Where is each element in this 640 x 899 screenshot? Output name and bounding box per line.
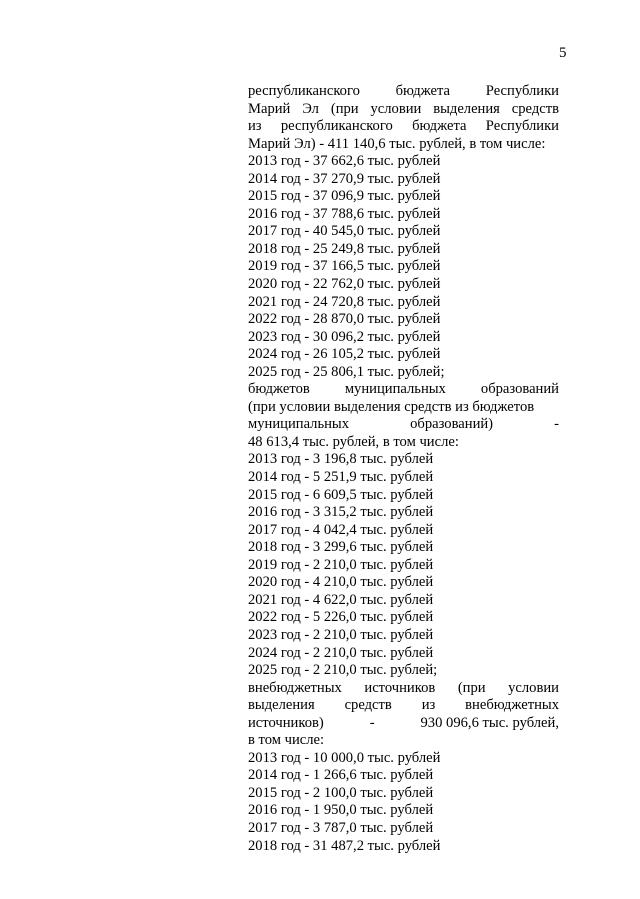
text-line [248, 680, 559, 698]
text-segment: 2018 год - 25 249,8 тыс. рублей [248, 240, 441, 257]
text-line [248, 504, 559, 522]
text-segment: республиканского [280, 118, 393, 135]
text-segment: средств [344, 697, 392, 714]
text-line [248, 592, 559, 610]
text-segment: 2022 год - 5 226,0 тыс. рублей [248, 609, 434, 626]
text-segment: Марий Эл) - 411 140,6 тыс. рублей, в том числе: [248, 135, 546, 152]
text-line [248, 136, 559, 154]
text-segment: 2018 год - 31 487,2 тыс. рублей [248, 837, 441, 854]
text-segment: из [421, 697, 436, 714]
text-line [248, 732, 559, 750]
text-segment: 2024 год - 26 105,2 тыс. рублей [248, 346, 441, 363]
text-segment: 2015 год - 6 609,5 тыс. рублей [248, 486, 434, 503]
text-line [248, 487, 559, 505]
text-segment: выделения [248, 697, 315, 714]
text-line [248, 574, 559, 592]
text-segment: 2016 год - 3 315,2 тыс. рублей [248, 504, 434, 521]
text-segment: 2021 год - 4 622,0 тыс. рублей [248, 591, 434, 608]
text-line [248, 118, 559, 136]
text-line [248, 399, 559, 417]
text-segment: 2019 год - 2 210,0 тыс. рублей [248, 556, 434, 573]
text-segment: внебюджетных [465, 697, 559, 714]
text-segment: источников) [248, 714, 324, 731]
text-segment: 2023 год - 30 096,2 тыс. рублей [248, 328, 441, 345]
text-line [248, 451, 559, 469]
text-line [248, 715, 559, 733]
text-line [248, 83, 559, 101]
text-line [248, 469, 559, 487]
text-segment: 2019 год - 37 166,5 тыс. рублей [248, 258, 441, 275]
text-line [248, 627, 559, 645]
text-line [248, 206, 559, 224]
text-segment: бюджета [412, 118, 467, 135]
text-segment: 2015 год - 2 100,0 тыс. рублей [248, 784, 434, 801]
text-segment: 2021 год - 24 720,8 тыс. рублей [248, 293, 441, 310]
text-segment: Эл [302, 100, 319, 117]
text-segment: средств [511, 100, 559, 117]
text-line [248, 101, 559, 119]
text-segment: 2022 год - 28 870,0 тыс. рублей [248, 311, 441, 328]
text-line [248, 750, 559, 768]
text-segment: 2017 год - 4 042,4 тыс. рублей [248, 521, 434, 538]
text-segment: муниципальных [344, 381, 446, 398]
text-line [248, 522, 559, 540]
text-segment: 2016 год - 1 950,0 тыс. рублей [248, 802, 434, 819]
text-line [248, 416, 559, 434]
text-line [248, 697, 559, 715]
text-segment: 930 096,6 тыс. рублей, [420, 714, 559, 731]
text-segment: - [369, 714, 375, 731]
text-segment: 2020 год - 4 210,0 тыс. рублей [248, 574, 434, 591]
text-line [248, 838, 559, 856]
text-line [248, 785, 559, 803]
text-line [248, 381, 559, 399]
text-segment: 2013 год - 37 662,6 тыс. рублей [248, 153, 441, 170]
text-segment: выделения [433, 100, 500, 117]
text-line [248, 662, 559, 680]
text-line [248, 188, 559, 206]
text-segment: республиканского [248, 83, 360, 99]
text-segment: 2013 год - 3 196,8 тыс. рублей [248, 451, 434, 468]
text-segment: 2014 год - 5 251,9 тыс. рублей [248, 469, 434, 486]
text-line [248, 258, 559, 276]
text-segment: 48 613,4 тыс. рублей, в том числе: [248, 433, 459, 450]
text-segment: 2025 год - 25 806,1 тыс. рублей; [248, 363, 445, 380]
text-segment: источников [364, 679, 436, 696]
text-segment: условии [508, 679, 559, 696]
text-segment: образований [480, 381, 559, 398]
text-line [248, 557, 559, 575]
text-segment: условии [370, 100, 422, 117]
text-line [248, 434, 559, 452]
text-line [248, 346, 559, 364]
text-line [248, 767, 559, 785]
text-line [248, 311, 559, 329]
text-segment: Республики [485, 83, 559, 99]
text-segment: Марий [248, 100, 291, 117]
text-segment: 2014 год - 37 270,9 тыс. рублей [248, 170, 441, 187]
text-segment: (при [457, 679, 486, 696]
text-segment: 2025 год - 2 210,0 тыс. рублей; [248, 662, 438, 679]
text-line [248, 820, 559, 838]
text-segment: бюджетов [248, 381, 310, 398]
text-segment: 2017 год - 3 787,0 тыс. рублей [248, 819, 434, 836]
text-segment: из [248, 118, 262, 135]
text-segment: 2013 год - 10 000,0 тыс. рублей [248, 749, 441, 766]
text-segment: (при [330, 100, 359, 117]
text-segment: 2015 год - 37 096,9 тыс. рублей [248, 188, 441, 205]
text-segment: 2023 год - 2 210,0 тыс. рублей [248, 626, 434, 643]
text-segment: 2018 год - 3 299,6 тыс. рублей [248, 539, 434, 556]
text-segment: - [554, 416, 559, 433]
text-line [248, 539, 559, 557]
text-segment: Республики [485, 118, 559, 135]
text-segment: бюджета [395, 83, 451, 99]
text-line [248, 645, 559, 663]
text-segment: внебюджетных [248, 679, 342, 696]
text-segment: 2017 год - 40 545,0 тыс. рублей [248, 223, 441, 240]
text-line [248, 241, 559, 259]
text-line [248, 171, 559, 189]
text-line [248, 153, 559, 171]
text-segment: 2024 год - 2 210,0 тыс. рублей [248, 644, 434, 661]
text-line [248, 276, 559, 294]
text-segment: 2014 год - 1 266,6 тыс. рублей [248, 767, 434, 784]
text-line [248, 802, 559, 820]
text-segment: образований) [410, 416, 494, 433]
text-line [248, 609, 559, 627]
text-line [248, 364, 559, 382]
text-segment: в том числе: [248, 732, 325, 749]
text-line [248, 223, 559, 241]
text-line [248, 294, 559, 312]
page-number: 5 [559, 45, 567, 61]
text-line [248, 329, 559, 347]
text-segment: 2020 год - 22 762,0 тыс. рублей [248, 276, 441, 293]
document-text [248, 83, 559, 855]
text-segment: (при условии выделения средств из бюджетов [248, 398, 535, 415]
text-segment: 2016 год - 37 788,6 тыс. рублей [248, 205, 441, 222]
text-segment: муниципальных [248, 416, 350, 433]
